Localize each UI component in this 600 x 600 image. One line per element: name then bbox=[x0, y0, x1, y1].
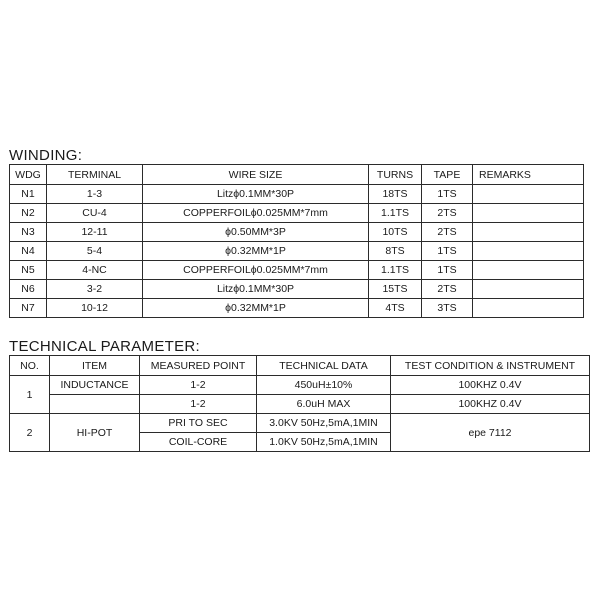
wdg-cell: N4 bbox=[10, 242, 47, 261]
measured-point-cell: 1-2 bbox=[140, 395, 257, 414]
remarks-cell bbox=[473, 223, 584, 242]
remarks-cell bbox=[473, 185, 584, 204]
no-header: NO. bbox=[10, 356, 50, 376]
wdg-header: WDG bbox=[10, 165, 47, 185]
tape-cell: 2TS bbox=[422, 280, 473, 299]
tape-header: TAPE bbox=[422, 165, 473, 185]
technical-row bbox=[10, 376, 590, 395]
test-condition-cell: epe 7112 bbox=[391, 414, 590, 452]
wire-size-cell: ϕ0.32MM*1P bbox=[143, 299, 369, 318]
terminal-cell: 5-4 bbox=[47, 242, 143, 261]
tape-cell: 2TS bbox=[422, 223, 473, 242]
turns-cell: 10TS bbox=[369, 223, 422, 242]
technical-row bbox=[10, 395, 590, 414]
tape-cell: 1TS bbox=[422, 261, 473, 280]
remarks-cell bbox=[473, 242, 584, 261]
turns-cell: 18TS bbox=[369, 185, 422, 204]
wdg-cell: N1 bbox=[10, 185, 47, 204]
terminal-cell: CU-4 bbox=[47, 204, 143, 223]
wire-size-cell: COPPERFOILϕ0.025MM*7mm bbox=[143, 261, 369, 280]
winding-row bbox=[10, 223, 584, 242]
wire-size-header: WIRE SIZE bbox=[143, 165, 369, 185]
tape-cell: 2TS bbox=[422, 204, 473, 223]
tape-cell: 1TS bbox=[422, 185, 473, 204]
test-condition-header: TEST CONDITION & INSTRUMENT bbox=[391, 356, 590, 376]
remarks-cell bbox=[473, 299, 584, 318]
turns-header: TURNS bbox=[369, 165, 422, 185]
technical-parameter-title: TECHNICAL PARAMETER: bbox=[9, 338, 201, 355]
test-condition-cell: 100KHZ 0.4V bbox=[391, 376, 590, 395]
remarks-cell bbox=[473, 280, 584, 299]
turns-cell: 1.1TS bbox=[369, 261, 422, 280]
winding-table bbox=[9, 164, 584, 318]
technical-row bbox=[10, 414, 590, 433]
terminal-cell: 12-11 bbox=[47, 223, 143, 242]
wire-size-cell: Litzϕ0.1MM*30P bbox=[143, 185, 369, 204]
wdg-cell: N7 bbox=[10, 299, 47, 318]
test-condition-cell: 100KHZ 0.4V bbox=[391, 395, 590, 414]
item-cell: INDUCTANCE bbox=[50, 376, 140, 395]
tape-cell: 1TS bbox=[422, 242, 473, 261]
wdg-cell: N3 bbox=[10, 223, 47, 242]
terminal-cell: 1-3 bbox=[47, 185, 143, 204]
terminal-cell: 10-12 bbox=[47, 299, 143, 318]
no-cell: 2 bbox=[10, 414, 50, 452]
technical-parameter-table bbox=[9, 355, 590, 452]
measured-point-cell: COIL-CORE bbox=[140, 433, 257, 452]
winding-row bbox=[10, 261, 584, 280]
measured-point-cell: PRI TO SEC bbox=[140, 414, 257, 433]
remarks-cell bbox=[473, 204, 584, 223]
technical-data-cell: 6.0uH MAX bbox=[257, 395, 391, 414]
winding-row bbox=[10, 242, 584, 261]
technical-data-cell: 3.0KV 50Hz,5mA,1MIN bbox=[257, 414, 391, 433]
item-header: ITEM bbox=[50, 356, 140, 376]
winding-row bbox=[10, 280, 584, 299]
winding-row bbox=[10, 204, 584, 223]
measured-point-header: MEASURED POINT bbox=[140, 356, 257, 376]
wdg-cell: N6 bbox=[10, 280, 47, 299]
wdg-cell: N5 bbox=[10, 261, 47, 280]
technical-header-row bbox=[10, 356, 590, 376]
wire-size-cell: Litzϕ0.1MM*30P bbox=[143, 280, 369, 299]
terminal-cell: 3-2 bbox=[47, 280, 143, 299]
technical-data-cell: 1.0KV 50Hz,5mA,1MIN bbox=[257, 433, 391, 452]
turns-cell: 4TS bbox=[369, 299, 422, 318]
item-cell: HI-POT bbox=[50, 414, 140, 452]
remarks-cell bbox=[473, 261, 584, 280]
wdg-cell: N2 bbox=[10, 204, 47, 223]
winding-row bbox=[10, 185, 584, 204]
technical-data-header: TECHNICAL DATA bbox=[257, 356, 391, 376]
turns-cell: 1.1TS bbox=[369, 204, 422, 223]
wire-size-cell: ϕ0.32MM*1P bbox=[143, 242, 369, 261]
winding-title: WINDING: bbox=[9, 147, 83, 164]
tape-cell: 3TS bbox=[422, 299, 473, 318]
terminal-cell: 4-NC bbox=[47, 261, 143, 280]
measured-point-cell: 1-2 bbox=[140, 376, 257, 395]
winding-row bbox=[10, 299, 584, 318]
wire-size-cell: ϕ0.50MM*3P bbox=[143, 223, 369, 242]
terminal-header: TERMINAL bbox=[47, 165, 143, 185]
item-cell bbox=[50, 395, 140, 414]
technical-data-cell: 450uH±10% bbox=[257, 376, 391, 395]
no-cell: 1 bbox=[10, 376, 50, 414]
remarks-header: REMARKS bbox=[473, 165, 584, 185]
turns-cell: 8TS bbox=[369, 242, 422, 261]
turns-cell: 15TS bbox=[369, 280, 422, 299]
winding-header-row bbox=[10, 165, 584, 185]
wire-size-cell: COPPERFOILϕ0.025MM*7mm bbox=[143, 204, 369, 223]
